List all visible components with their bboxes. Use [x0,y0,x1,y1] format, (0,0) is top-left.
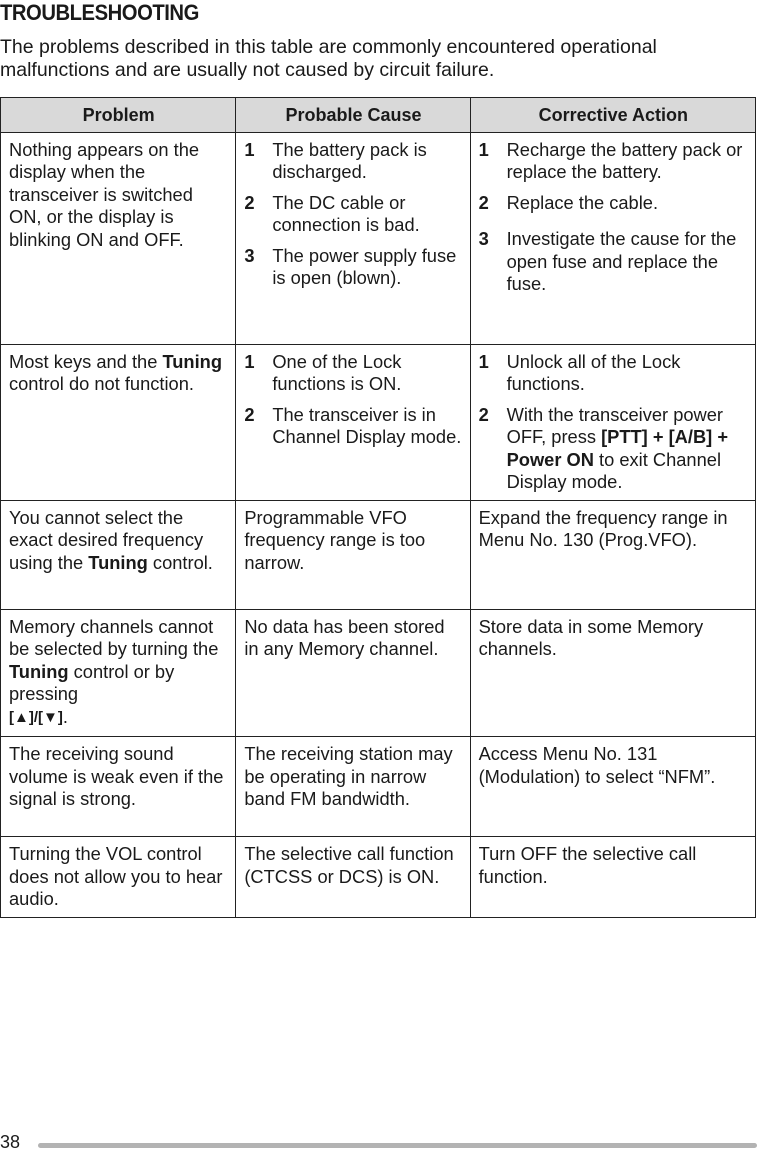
table-row [1,500,756,609]
tuning-control-label: Tuning [88,551,148,573]
item-number: 1 [244,350,255,372]
table-row [1,837,756,918]
tuning-control-label: Tuning [9,660,69,682]
table-row [1,609,756,737]
cause-cell: No data has been stored in any Memory channel. [236,609,470,737]
problem-cell [1,344,236,500]
problem-text: . [62,705,68,727]
intro-paragraph: The problems described in this table are commonly encountered operational malfunctions and are usually not caused by circuit failure. [0,36,657,81]
action-cell: Turn OFF the selective call function. [470,837,755,918]
item-number: 3 [244,244,255,266]
action-cell [470,132,755,344]
problem-text: Memory channels cannot be selected by turning the [9,615,219,659]
item-number: 2 [244,191,255,213]
list-item [479,351,748,396]
item-text: Recharge the battery pack or replace the battery. [506,138,743,182]
item-number: 3 [478,228,489,249]
header-probable-cause: Probable Cause [236,98,470,133]
item-number: 1 [478,138,489,160]
item-text: The power supply fuse is open (blown). [272,244,457,288]
list-item [244,351,462,396]
item-text: One of the Lock functions is ON. [272,350,402,394]
table-row [1,132,756,344]
item-text: Replace the cable. [506,191,659,213]
item-text: The DC cable or connection is bad. [272,191,420,235]
problem-text: control. [147,551,213,573]
header-problem: Problem [1,98,236,133]
item-text: Investigate the cause for the open fuse and replace the fuse. [506,228,737,294]
item-text-part: With the transceiver power OFF, press [506,403,724,447]
problem-text: control or by pressing [9,660,175,704]
list-item [244,139,462,184]
cause-cell [236,344,470,500]
item-text [507,404,748,494]
problem-text: Most keys and the [9,350,163,372]
action-cell: Store data in some Memory channels. [470,609,755,737]
problem-text: control do not function. [9,373,194,394]
item-number: 1 [478,350,489,372]
problem-cell: Turning the VOL control does not allow you to hear audio. [1,837,236,918]
item-number: 1 [244,138,255,160]
cause-cell: Programmable VFO frequency range is too narrow. [236,500,470,609]
key-combination: [PTT] + [A/B] + Power ON [506,426,729,470]
cause-cell: The selective call function (CTCSS or DCS) is ON. [236,837,470,918]
problem-cell: The receiving sound volume is weak even if the signal is strong. [1,737,236,837]
page-heading: TROUBLESHOOTING [0,0,199,25]
list-item [479,139,748,184]
list-item [244,404,462,449]
page-number: 38 [0,1132,21,1152]
item-number: 2 [478,403,489,425]
item-number: 2 [244,403,255,425]
list-item [244,192,462,237]
table-row [1,737,756,837]
footer-divider [38,1143,757,1148]
item-number: 2 [478,191,489,213]
table-header-row [1,98,756,133]
troubleshooting-table [0,97,756,918]
table-row [1,344,756,500]
problem-cell [1,500,236,609]
problem-text: You cannot select the exact desired frequency using the [9,506,204,573]
tuning-control-label: Tuning [162,350,222,372]
list-item [479,404,748,494]
problem-cell [1,609,236,737]
cause-cell: The receiving station may be operating in narrow band FM bandwidth. [236,737,470,837]
action-cell [470,344,755,500]
list-item [244,245,462,290]
header-corrective-action: Corrective Action [470,98,755,133]
problem-cell: Nothing appears on the display when the transceiver is switched ON, or the display is blinking ON and OFF. [1,132,236,344]
item-text: Unlock all of the Lock functions. [506,350,681,394]
action-cell: Access Menu No. 131 (Modulation) to select “NFM”. [470,737,755,837]
list-item [479,228,748,296]
up-down-keys: [▲]/[▼] [9,708,63,726]
item-text: The battery pack is discharged. [272,138,427,182]
item-text-part: to exit Channel Display mode. [506,448,722,492]
list-item [479,192,748,215]
action-cell: Expand the frequency range in Menu No. 130 (Prog.VFO). [470,500,755,609]
cause-cell [236,132,470,344]
item-text: The transceiver is in Channel Display mode. [272,403,462,447]
